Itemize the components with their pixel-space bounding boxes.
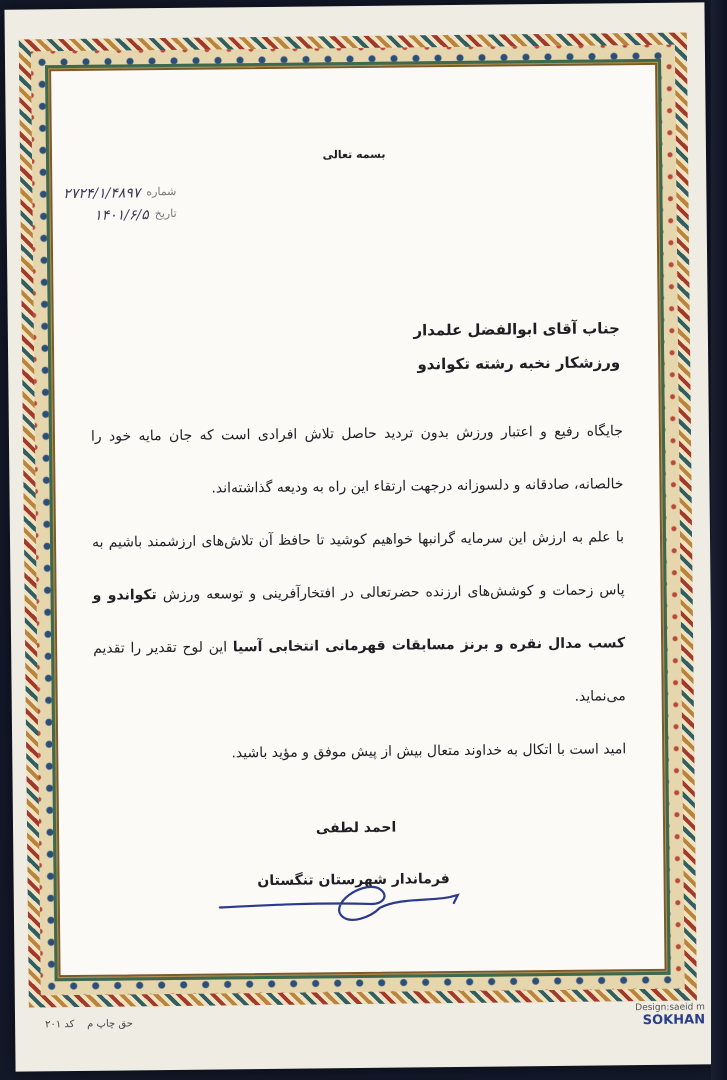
background-edge: [711, 0, 727, 1080]
basmala-heading: بسمه تعالی: [322, 147, 386, 162]
print-rights: حق چاپ م: [87, 1018, 133, 1030]
body-p2-start: با علم به ارزش این سرمایه گرانبها خواهیم کوشید تا حافظ آن تلاش‌های ارزشمند باشیم به پاس زحمات و کوشش‌های ارزنده حضرتعالی در افتخارآفرینی و توسعه ورزش: [91, 529, 625, 604]
print-code: [45, 1018, 133, 1030]
designer-mark: [635, 1002, 705, 1028]
recipient-block: [413, 311, 620, 381]
body-p2-highlight: تکواندو و کسب مدال نقره و برنز مسابقات قهرمانی انتخابی آسیا: [92, 587, 626, 656]
body-paragraph-3: امید است با اتکال به خداوند متعال بیش از پیش موفق و مؤید باشید.: [231, 741, 627, 762]
certificate-frame: [4, 2, 715, 1071]
designer-credit: Design:saeid m: [635, 1002, 705, 1014]
date-label: تاریخ: [154, 206, 177, 221]
body-p2-end: این لوح تقدیر را تقدیم می‌نماید.: [93, 639, 626, 705]
ornamental-border: [19, 33, 697, 1008]
recipient-title: ورزشکار نخبه رشته تکواندو: [417, 353, 621, 374]
signer-title: فرماندار شهرستان تنگستان: [257, 871, 450, 890]
number-label: شماره: [146, 184, 177, 199]
reference-block: [56, 185, 176, 230]
reference-number-row: [56, 185, 176, 202]
number-value: ۲۷۲۴/۱/۴۸۹۷: [63, 185, 141, 203]
certificate-body: [91, 405, 627, 782]
body-paragraph-2: [92, 511, 626, 729]
recipient-name: جناب آقای ابوالفضل علمدار: [413, 319, 620, 340]
certificate-paper: [49, 63, 666, 977]
print-code-value: کد ۲۰۱: [45, 1019, 75, 1031]
date-value: ۱۴۰۱/۶/۵: [94, 207, 149, 224]
signature-icon: [210, 873, 471, 936]
brand-logo: SOKHAN: [642, 1012, 706, 1029]
signer-name: احمد لطفی: [315, 819, 397, 837]
body-paragraph-1: جایگاه رفیع و اعتبار ورزش بدون تردید حاصل تلاش افرادی است که جان مایه خود را خالصانه، صادقانه و دلسوزانه درجهت ارتقاء این راه به ودیعه گذاشته‌اند.: [90, 423, 624, 497]
reference-date-row: [57, 207, 177, 224]
